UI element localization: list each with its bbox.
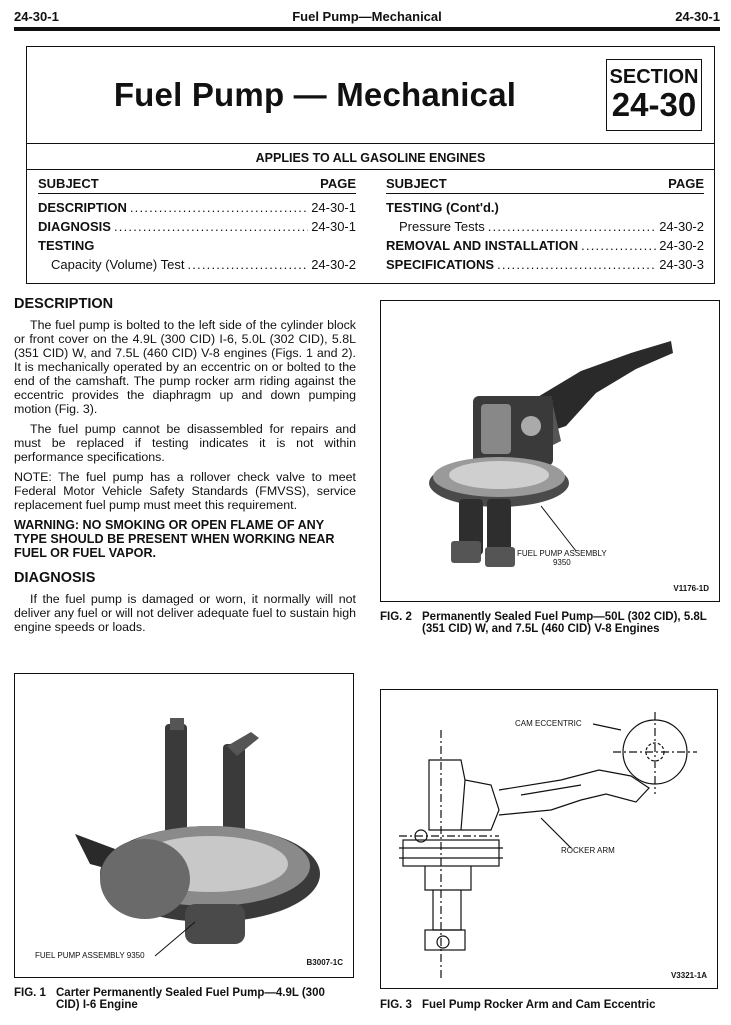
figure-2-photo (380, 300, 720, 602)
fig3-cam-label: CAM ECCENTRIC (515, 719, 582, 728)
page-label: PAGE (320, 176, 356, 191)
figure-1-photo (14, 673, 354, 978)
warning-paragraph: WARNING: NO SMOKING OR OPEN FLAME OF ANY TYPE SHOULD BE PRESENT WHEN WORKING NEAR FUEL OR FUEL VAPOR. (14, 518, 335, 560)
figure-3-caption: FIG. 3 Fuel Pump Rocker Arm and Cam Eccentric (380, 999, 656, 1011)
contents-entry[interactable]: REMOVAL AND INSTALLATION ..... 24-30-2 (386, 238, 704, 257)
running-header (14, 6, 720, 24)
subject-label: SUBJECT (386, 176, 447, 191)
contents-table (26, 144, 715, 284)
diagnosis-heading: DIAGNOSIS (14, 570, 96, 586)
section-label: SECTION (609, 66, 699, 88)
fig1-code: B3007-1C (306, 958, 343, 967)
fig2-code: V1176-1D (673, 584, 709, 593)
diagnosis-paragraph: If the fuel pump is damaged or worn, it normally will not deliver any fuel or will not deliver adequate fuel to sustain high engine speeds or loads. (14, 592, 356, 634)
figure-3-diagram (380, 689, 718, 989)
contents-entry[interactable]: SPECIFICATIONS ..... 24-30-3 (386, 257, 704, 276)
contents-header (38, 176, 356, 194)
figure-1-caption: FIG. 1 Carter Permanently Sealed Fuel Pump—4.9L (300 CID) I-6 Engine (14, 987, 325, 1011)
contents-entry[interactable]: Pressure Tests ..... 24-30-2 (386, 219, 704, 238)
contents-entry[interactable]: TESTING (38, 238, 95, 253)
figure-2-caption: FIG. 2 Permanently Sealed Fuel Pump—50L (302 CID), 5.8L (351 CID) W, and 7.5L (460 CID) V-8 Engines (380, 611, 707, 635)
header-page-left: 24-30-1 (14, 9, 59, 24)
fig3-code: V3321-1A (670, 971, 707, 980)
fuel-pump-i6-illustration (15, 674, 353, 977)
contents-column-left (38, 176, 356, 276)
fig2-part-number: 9350 (552, 558, 571, 567)
fig2-part-label: FUEL PUMP ASSEMBLY (517, 549, 607, 558)
contents-entry[interactable]: Capacity (Volume) Test ..... 24-30-2 (38, 257, 356, 276)
title-box (26, 46, 715, 144)
contents-header (386, 176, 704, 194)
note-paragraph: NOTE: The fuel pump has a rollover check valve to meet Federal Motor Vehicle Safety Standards (FMVSS), service replacement fuel pump must meet this requirement. (14, 470, 356, 512)
header-title: Fuel Pump—Mechanical (292, 9, 442, 24)
contents-column-right (386, 176, 704, 276)
fig1-part-label: FUEL PUMP ASSEMBLY 9350 (35, 951, 145, 960)
description-heading: DESCRIPTION (14, 296, 114, 312)
description-paragraph: The fuel pump is bolted to the left side of the cylinder block or front cover on the 4.9L (300 CID) I-6, 5.0L (302 CID), 5.8L (351 CID) W, and 7.5L (460 CID) V-8 engines (Figs. 1 and 2). It is mechanically operated by an eccentric on or bolted to the end of the camshaft. The pump rocker arm riding against the eccentric provides the diaphragm up and down pumping motion (Fig. 3). (14, 318, 356, 416)
contents-entry[interactable]: TESTING (Cont'd.) (386, 200, 499, 215)
subject-label: SUBJECT (38, 176, 99, 191)
contents-entry[interactable]: DIAGNOSIS ..... 24-30-1 (38, 219, 356, 238)
rocker-arm-cam-diagram (381, 690, 717, 988)
body-text-column (14, 296, 356, 640)
section-number: 24-30 (611, 86, 697, 123)
header-page-right: 24-30-1 (675, 9, 720, 24)
page-label: PAGE (668, 176, 704, 191)
description-paragraph: The fuel pump cannot be disassembled for repairs and must be replaced if testing indicates it is not within performance specifications. (14, 422, 356, 464)
contents-entry[interactable]: DESCRIPTION ..... 24-30-1 (38, 200, 356, 219)
applies-banner: APPLIES TO ALL GASOLINE ENGINES (27, 144, 714, 170)
fig3-rocker-label: ROCKER ARM (561, 846, 615, 855)
header-rule (14, 27, 720, 31)
page-title: Fuel Pump — Mechanical (113, 76, 517, 113)
section-box (606, 59, 702, 131)
